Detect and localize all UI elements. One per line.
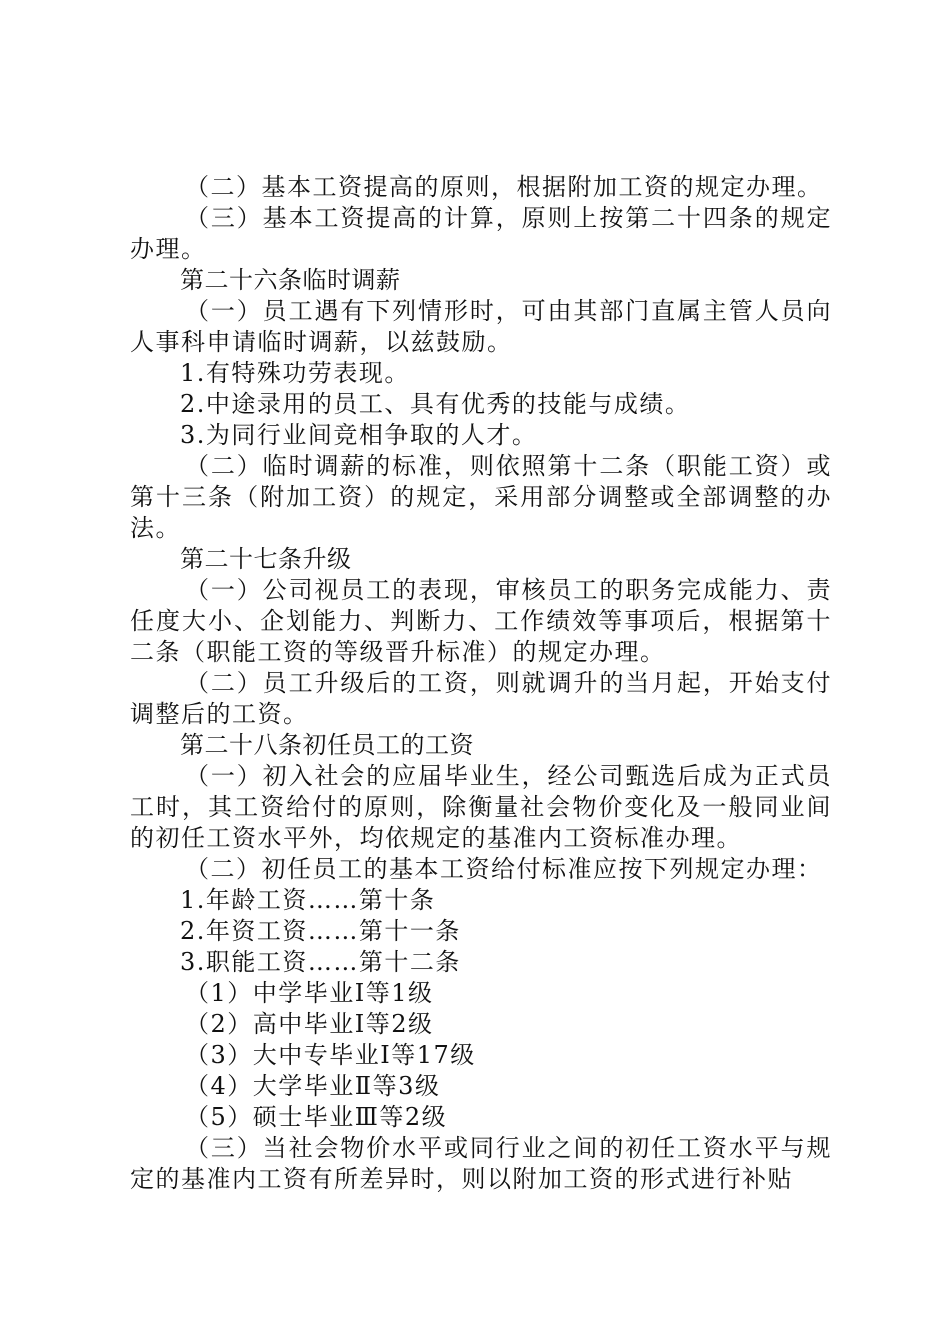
clause-paragraph: （一）公司视员工的表现，审核员工的职务完成能力、责任度大小、企划能力、判断力、工作绩效等事项后，根据第十二条（职能工资的等级晋升标准）的规定办理。	[130, 576, 832, 666]
sub-list-item: （1）中学毕业Ⅰ等1级	[185, 979, 434, 1007]
sub-list-item: （2）高中毕业Ⅰ等2级	[185, 1010, 434, 1038]
list-item: 2.中途录用的员工、具有优秀的技能与成绩。	[180, 390, 691, 418]
clause-paragraph: （二）员工升级后的工资，则就调升的当月起，开始支付调整后的工资。	[130, 669, 832, 728]
article-heading: 第二十八条初任员工的工资	[180, 731, 474, 759]
clause-paragraph: （二）基本工资提高的原则，根据附加工资的规定办理。	[185, 173, 823, 201]
article-heading: 第二十六条临时调薪	[180, 266, 401, 294]
list-item: 1.年龄工资……第十条	[180, 886, 436, 914]
document-body	[130, 172, 832, 1195]
article-heading: 第二十七条升级	[180, 545, 352, 573]
sub-list-item: （3）大中专毕业Ⅰ等17级	[185, 1041, 476, 1069]
list-item: 3.职能工资……第十二条	[180, 948, 461, 976]
clause-paragraph: （二）初任员工的基本工资给付标准应按下列规定办理：	[185, 855, 823, 883]
clause-paragraph: （一）员工遇有下列情形时，可由其部门直属主管人员向人事科申请临时调薪，以兹鼓励。	[130, 297, 832, 356]
list-item: 3.为同行业间竞相争取的人才。	[180, 421, 538, 449]
list-item: 2.年资工资……第十一条	[180, 917, 461, 945]
clause-paragraph: （一）初入社会的应届毕业生，经公司甄选后成为正式员工时，其工资给付的原则，除衡量社会物价变化及一般同业间的初任工资水平外，均依规定的基准内工资标准办理。	[130, 762, 832, 852]
list-item: 1.有特殊功劳表现。	[180, 359, 410, 387]
clause-paragraph: （三）基本工资提高的计算，原则上按第二十四条的规定办理。	[130, 204, 832, 263]
clause-paragraph: （三）当社会物价水平或同行业之间的初任工资水平与规定的基准内工资有所差异时，则以附加工资的形式进行补贴	[130, 1134, 832, 1193]
clause-paragraph: （二）临时调薪的标准，则依照第十二条（职能工资）或第十三条（附加工资）的规定，采用部分调整或全部调整的办法。	[130, 452, 832, 542]
sub-list-item: （4）大学毕业Ⅱ等3级	[185, 1072, 441, 1100]
sub-list-item: （5）硕士毕业Ⅲ等2级	[185, 1103, 448, 1131]
